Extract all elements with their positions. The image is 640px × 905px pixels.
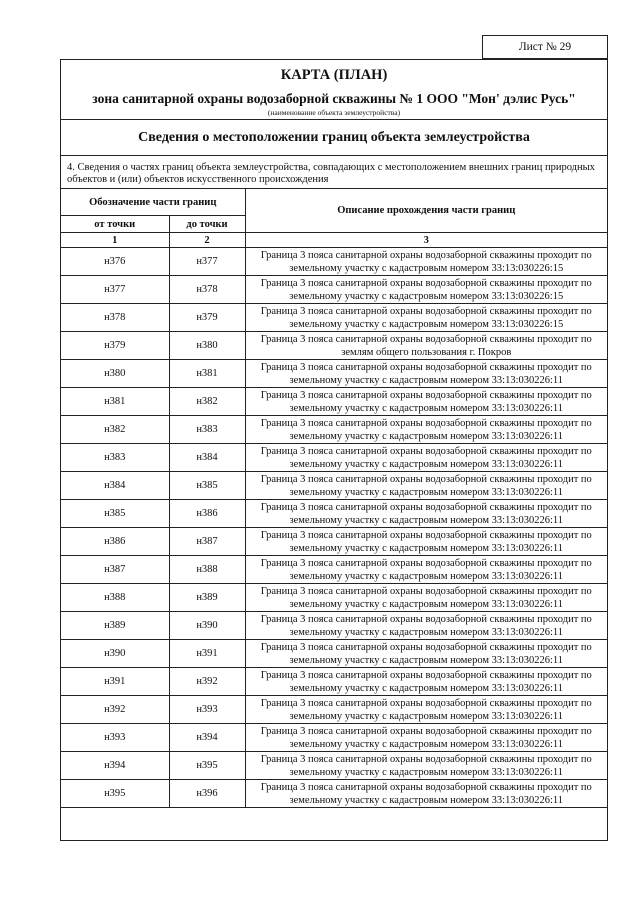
to-point-cell: н377 — [169, 248, 245, 276]
table-row — [61, 528, 607, 556]
from-point-cell: н392 — [61, 696, 169, 724]
intro-text: 4. Сведения о частях границ объекта землеустройства, совпадающих с местоположением внешних границ природных объектов и (или) объектов искусственного происхождения — [67, 162, 595, 185]
table-row — [61, 304, 607, 332]
to-point-cell: н382 — [169, 388, 245, 416]
table-row — [61, 696, 607, 724]
description-cell: Граница 3 пояса санитарной охраны водозаборной скважины проходит по земельному участку с кадастровым номером 33:13:030226:11 — [245, 416, 607, 444]
from-point-cell: н376 — [61, 248, 169, 276]
description-cell: Граница 3 пояса санитарной охраны водозаборной скважины проходит по земельному участку с кадастровым номером 33:13:030226:11 — [245, 668, 607, 696]
description-cell: Граница 3 пояса санитарной охраны водозаборной скважины проходит по земельному участку с кадастровым номером 33:13:030226:11 — [245, 724, 607, 752]
from-point-cell: н382 — [61, 416, 169, 444]
table-row — [61, 752, 607, 780]
from-point-cell: н394 — [61, 752, 169, 780]
description-cell: Граница 3 пояса санитарной охраны водозаборной скважины проходит по земельному участку с кадастровым номером 33:13:030226:11 — [245, 640, 607, 668]
to-point-cell: н393 — [169, 696, 245, 724]
table-row — [61, 248, 607, 276]
to-point-cell: н392 — [169, 668, 245, 696]
col-number-3: 3 — [245, 233, 607, 248]
table-row — [61, 612, 607, 640]
description-cell: Граница 3 пояса санитарной охраны водозаборной скважины проходит по землям общего пользования г. Покров — [245, 332, 607, 360]
document-title: КАРТА (ПЛАН) — [280, 67, 388, 83]
from-point-cell: н383 — [61, 444, 169, 472]
to-point-cell: н396 — [169, 780, 245, 808]
table-row — [61, 556, 607, 584]
description-cell: Граница 3 пояса санитарной охраны водозаборной скважины проходит по земельному участку с кадастровым номером 33:13:030226:11 — [245, 388, 607, 416]
from-point-cell: н389 — [61, 612, 169, 640]
to-point-cell: н381 — [169, 360, 245, 388]
to-point-cell: н394 — [169, 724, 245, 752]
description-cell: Граница 3 пояса санитарной охраны водозаборной скважины проходит по земельному участку с кадастровым номером 33:13:030226:11 — [245, 780, 607, 808]
table-row — [61, 500, 607, 528]
description-cell: Граница 3 пояса санитарной охраны водозаборной скважины проходит по земельному участку с кадастровым номером 33:13:030226:11 — [245, 556, 607, 584]
from-point-cell: н379 — [61, 332, 169, 360]
to-point-cell: н391 — [169, 640, 245, 668]
to-point-cell: н388 — [169, 556, 245, 584]
from-point-cell: н386 — [61, 528, 169, 556]
from-point-cell: н395 — [61, 780, 169, 808]
from-point-cell: н381 — [61, 388, 169, 416]
description-cell: Граница 3 пояса санитарной охраны водозаборной скважины проходит по земельному участку с кадастровым номером 33:13:030226:11 — [245, 528, 607, 556]
document-subtitle: зона санитарной охраны водозаборной скважины № 1 ООО "Мон' дэлис Русь" — [92, 91, 576, 106]
to-point-cell: н380 — [169, 332, 245, 360]
description-cell: Граница 3 пояса санитарной охраны водозаборной скважины проходит по земельному участку с кадастровым номером 33:13:030226:15 — [245, 304, 607, 332]
from-point-cell: н387 — [61, 556, 169, 584]
table-row — [61, 332, 607, 360]
col-number-2: 2 — [169, 233, 245, 248]
from-point-cell: н390 — [61, 640, 169, 668]
from-point-cell: н385 — [61, 500, 169, 528]
to-point-cell: н378 — [169, 276, 245, 304]
table-row — [61, 472, 607, 500]
to-point-cell: н379 — [169, 304, 245, 332]
col-to-header: до точки — [169, 216, 245, 233]
table-row — [61, 780, 607, 808]
description-cell: Граница 3 пояса санитарной охраны водозаборной скважины проходит по земельному участку с кадастровым номером 33:13:030226:11 — [245, 696, 607, 724]
to-point-cell: н383 — [169, 416, 245, 444]
col-number-1: 1 — [61, 233, 169, 248]
document-header — [61, 60, 607, 156]
description-cell: Граница 3 пояса санитарной охраны водозаборной скважины проходит по земельному участку с кадастровым номером 33:13:030226:11 — [245, 472, 607, 500]
table-row — [61, 416, 607, 444]
from-point-cell: н380 — [61, 360, 169, 388]
sheet-number: Лист № 29 — [482, 35, 608, 59]
description-cell: Граница 3 пояса санитарной охраны водозаборной скважины проходит по земельному участку с кадастровым номером 33:13:030226:15 — [245, 248, 607, 276]
to-point-cell: н390 — [169, 612, 245, 640]
subtitle-note: (наименование объекта землеустройства) — [267, 108, 401, 117]
to-point-cell: н384 — [169, 444, 245, 472]
description-cell: Граница 3 пояса санитарной охраны водозаборной скважины проходит по земельному участку с кадастровым номером 33:13:030226:15 — [245, 276, 607, 304]
table-row — [61, 388, 607, 416]
boundary-table — [61, 188, 607, 808]
table-row — [61, 276, 607, 304]
from-point-cell: н377 — [61, 276, 169, 304]
from-point-cell: н391 — [61, 668, 169, 696]
table-row — [61, 360, 607, 388]
table-row — [61, 640, 607, 668]
description-cell: Граница 3 пояса санитарной охраны водозаборной скважины проходит по земельному участку с кадастровым номером 33:13:030226:11 — [245, 360, 607, 388]
col-from-header: от точки — [61, 216, 169, 233]
description-cell: Граница 3 пояса санитарной охраны водозаборной скважины проходит по земельному участку с кадастровым номером 33:13:030226:11 — [245, 584, 607, 612]
from-point-cell: н388 — [61, 584, 169, 612]
section-title: Сведения о местоположении границ объекта землеустройства — [61, 119, 607, 155]
col-description-header: Описание прохождения части границ — [245, 189, 607, 233]
table-row — [61, 668, 607, 696]
description-cell: Граница 3 пояса санитарной охраны водозаборной скважины проходит по земельному участку с кадастровым номером 33:13:030226:11 — [245, 444, 607, 472]
description-cell: Граница 3 пояса санитарной охраны водозаборной скважины проходит по земельному участку с кадастровым номером 33:13:030226:11 — [245, 500, 607, 528]
table-row — [61, 724, 607, 752]
to-point-cell: н387 — [169, 528, 245, 556]
from-point-cell: н384 — [61, 472, 169, 500]
to-point-cell: н389 — [169, 584, 245, 612]
to-point-cell: н395 — [169, 752, 245, 780]
from-point-cell: н393 — [61, 724, 169, 752]
table-row — [61, 584, 607, 612]
document-frame — [60, 59, 608, 841]
col-group-header: Обозначение части границ — [61, 189, 245, 216]
table-row — [61, 444, 607, 472]
description-cell: Граница 3 пояса санитарной охраны водозаборной скважины проходит по земельному участку с кадастровым номером 33:13:030226:11 — [245, 612, 607, 640]
to-point-cell: н386 — [169, 500, 245, 528]
description-cell: Граница 3 пояса санитарной охраны водозаборной скважины проходит по земельному участку с кадастровым номером 33:13:030226:11 — [245, 752, 607, 780]
from-point-cell: н378 — [61, 304, 169, 332]
to-point-cell: н385 — [169, 472, 245, 500]
